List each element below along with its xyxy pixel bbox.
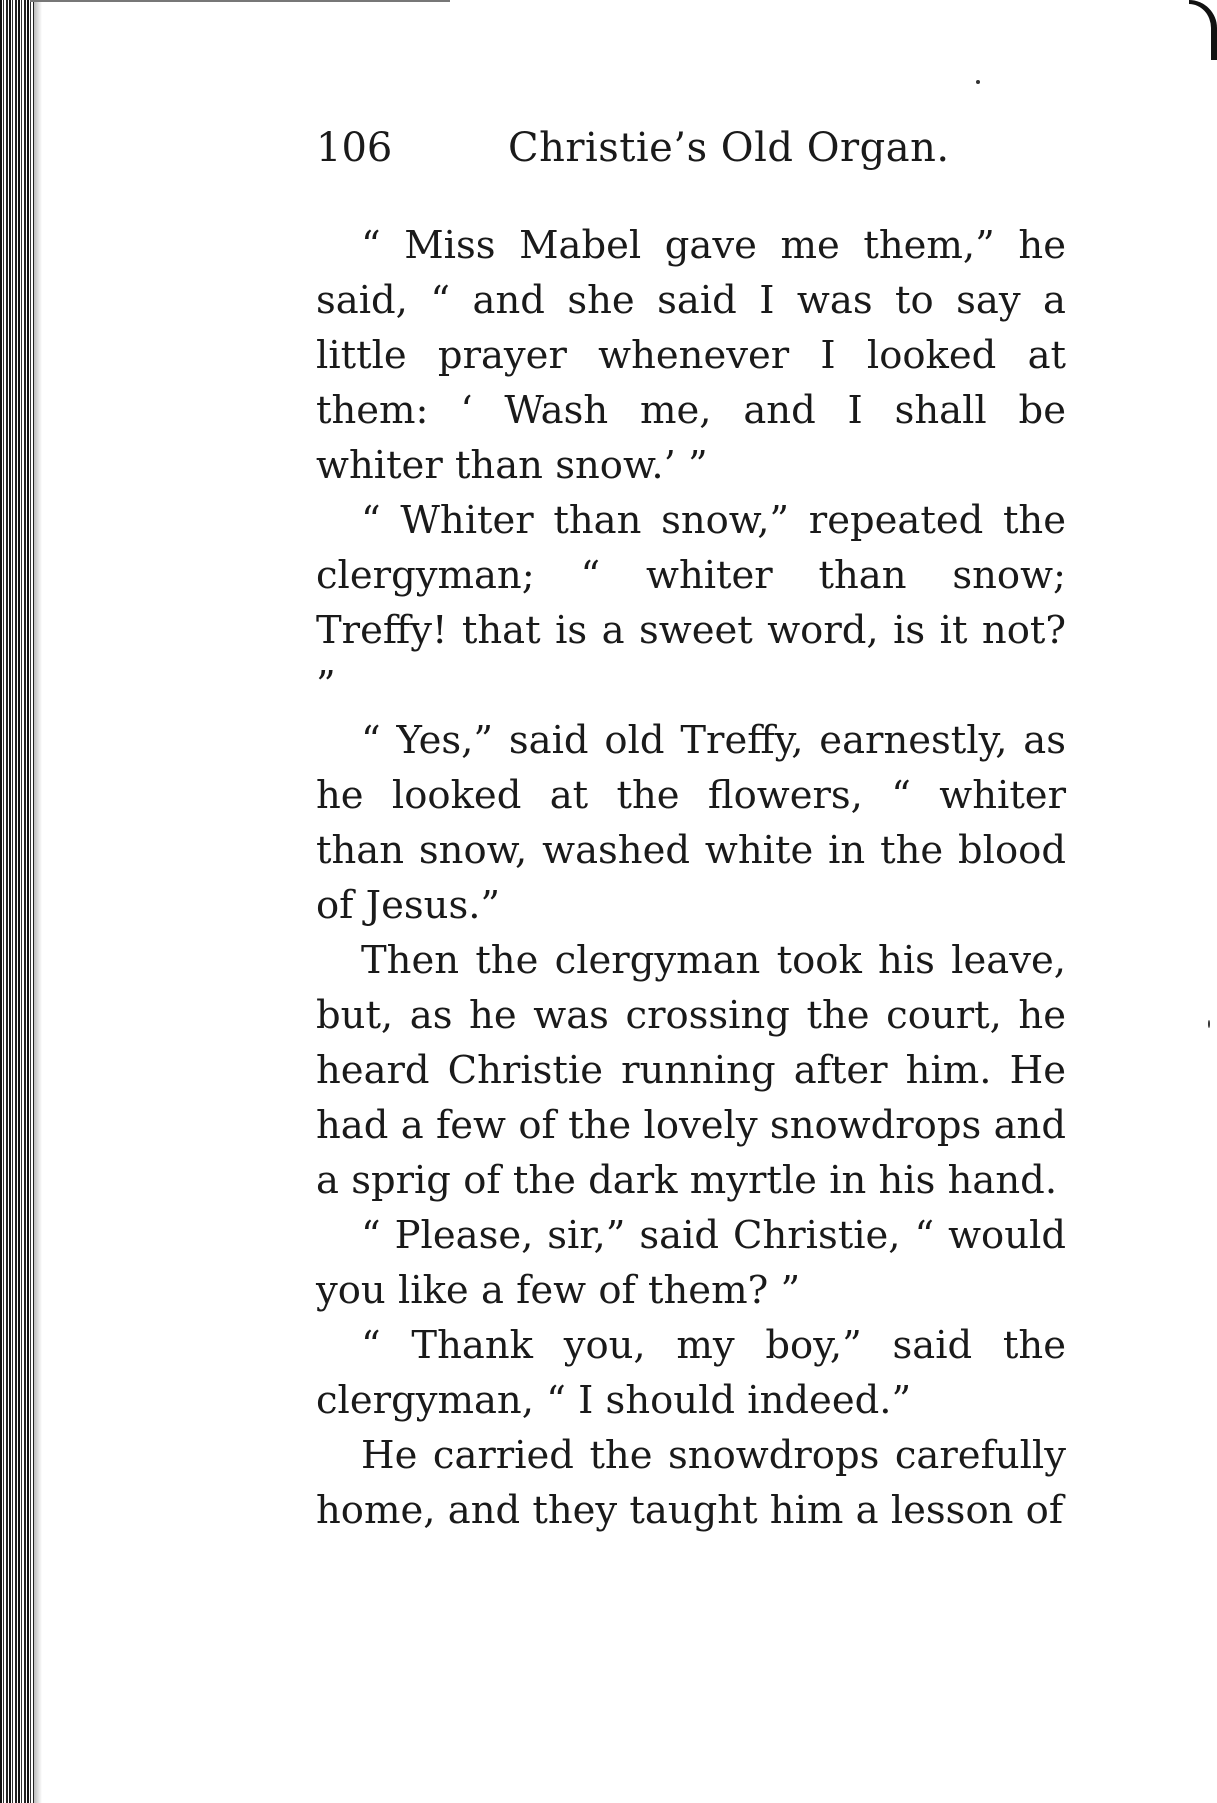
- running-title: Christie’s Old Organ.: [508, 125, 950, 171]
- paragraph: “ Thank you, my boy,” said the clergyman, “ I should indeed.”: [316, 1323, 1066, 1423]
- page-number: 106: [316, 125, 393, 171]
- ink-speck: [976, 80, 980, 84]
- paragraph: He carried the snowdrops carefully home, and they taught him a lesson of: [316, 1433, 1066, 1533]
- paragraph: “ Miss Mabel gave me them,” he said, “ and she said I was to say a little prayer whenever I looked at them: ‘ Wash me, and I shall be whiter than snow.’ ”: [316, 223, 1066, 488]
- paragraph: “ Whiter than snow,” repeated the clergyman; “ whiter than snow; Treffy! that is a sweet word, is it not? ”: [316, 498, 1066, 708]
- paragraph: Then the clergyman took his leave, but, as he was crossing the court, he heard Christie running after him. He had a few of the lovely snowdrops and a sprig of the dark myrtle in his hand.: [316, 938, 1066, 1203]
- paragraph: “ Please, sir,” said Christie, “ would you like a few of them? ”: [316, 1213, 1066, 1313]
- ink-speck: [1208, 1020, 1210, 1028]
- top-edge-line: [30, 0, 450, 2]
- book-binding-gutter: [0, 0, 34, 1803]
- body-text: [316, 218, 1066, 1538]
- paragraph: “ Yes,” said old Treffy, earnestly, as he looked at the flowers, “ whiter than snow, washed white in the blood of Jesus.”: [316, 718, 1066, 928]
- gutter-shadow: [34, 0, 42, 1803]
- page-header: [316, 118, 1066, 178]
- page-corner-mark: [1189, 0, 1217, 60]
